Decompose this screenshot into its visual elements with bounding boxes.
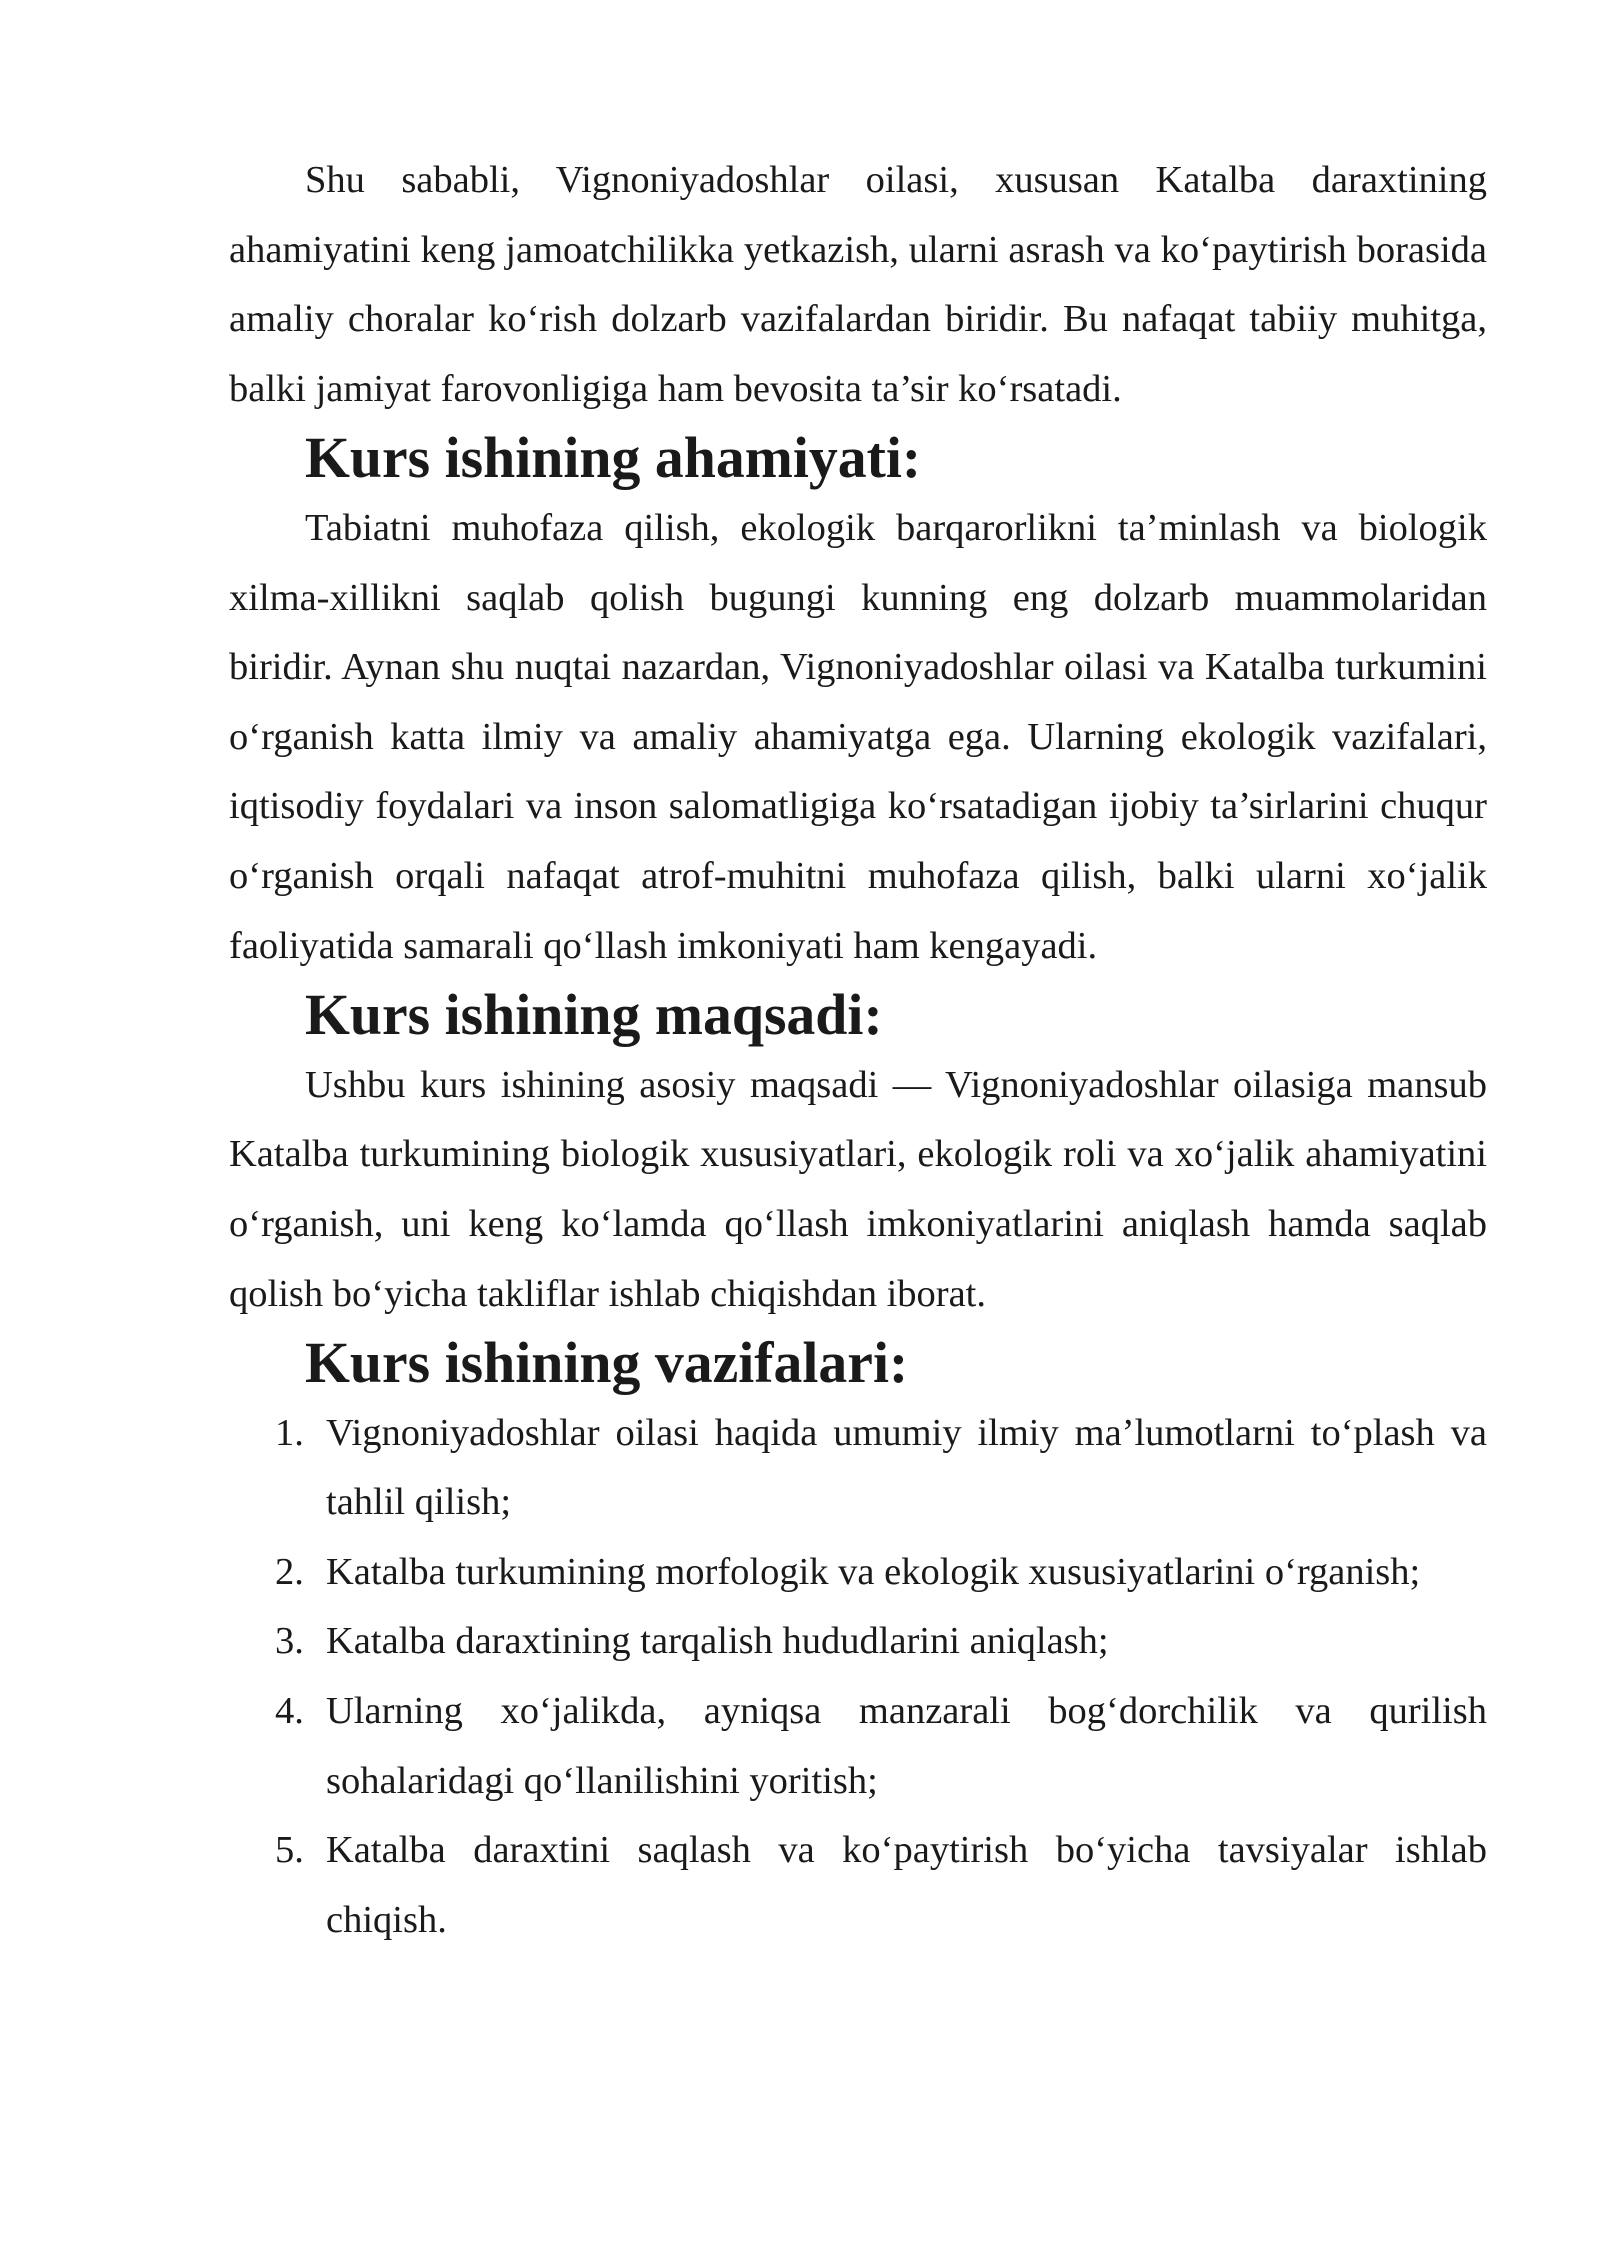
list-item (229, 1816, 1487, 1955)
list-item (229, 1677, 1487, 1816)
section-heading-goal: Kurs ishining maqsadi: (305, 984, 883, 1048)
section-heading-tasks: Kurs ishining vazifalari: (305, 1332, 909, 1396)
tasks-list (229, 1399, 1487, 1956)
list-item-text: Katalba daraxtining tarqalish hududlarini aniqlash; (326, 1620, 1109, 1663)
section-heading-significance: Kurs ishining ahamiyati: (305, 427, 922, 491)
intro-paragraph: Shu sababli, Vignoniyadoshlar oilasi, xususan Katalba daraxtining ahamiyatini keng jamoatchilikka yetkazish, ularni asrash va ko‘paytirish borasida amaliy choralar ko‘rish dolzarb vazifalardan biridir. Bu nafaqat tabiiy muhitga, balki jamiyat farovonligiga ham bevosita ta’sir ko‘rsatadi. (229, 159, 1487, 410)
list-item-text: Katalba turkumining morfologik va ekologik xususiyatlarini o‘rganish; (326, 1550, 1421, 1593)
list-item-number: 2. (275, 1550, 304, 1593)
significance-paragraph: Tabiatni muhofaza qilish, ekologik barqarorlikni ta’minlash va biologik xilma-xillikni saqlab qolish bugungi kunning eng dolzarb muammolaridan biridir. Aynan shu nuqtai nazardan, Vignoniyadoshlar oilasi va Katalba turkumini o‘rganish katta ilmiy va amaliy ahamiyatga ega. Ularning ekologik vazifalari, iqtisodiy foydalari va inson salomatligiga ko‘rsatadigan ijobiy ta’sirlarini chuqur o‘rganish orqali nafaqat atrof-muhitni muhofaza qilish, balki ularni xo‘jalik faoliyatida samarali qo‘llash imkoniyati ham kengayadi. (229, 506, 1487, 967)
list-item (229, 1607, 1487, 1677)
list-item-number: 5. (275, 1829, 304, 1872)
document-page (229, 146, 1487, 1955)
list-item-text: Vignoniyadoshlar oilasi haqida umumiy ilmiy ma’lumotlarni to‘plash va tahlil qilish; (326, 1411, 1487, 1524)
list-item-number: 1. (275, 1411, 304, 1454)
goal-paragraph: Ushbu kurs ishining asosiy maqsadi — Vignoniyadoshlar oilasiga mansub Katalba turkumining biologik xususiyatlari, ekologik roli va xo‘jalik ahamiyatini o‘rganish, uni keng ko‘lamda qo‘llash imkoniyatlarini aniqlash hamda saqlab qolish bo‘yicha takliflar ishlab chiqishdan iborat. (229, 1063, 1487, 1315)
list-item (229, 1399, 1487, 1538)
list-item-number: 4. (275, 1690, 304, 1733)
list-item (229, 1538, 1487, 1608)
list-item-text: Ularning xo‘jalikda, ayniqsa manzarali bog‘dorchilik va qurilish sohalaridagi qo‘llanilishini yoritish; (326, 1690, 1487, 1802)
list-item-text: Katalba daraxtini saqlash va ko‘paytirish bo‘yicha tavsiyalar ishlab chiqish. (326, 1829, 1487, 1941)
list-item-number: 3. (275, 1620, 304, 1663)
